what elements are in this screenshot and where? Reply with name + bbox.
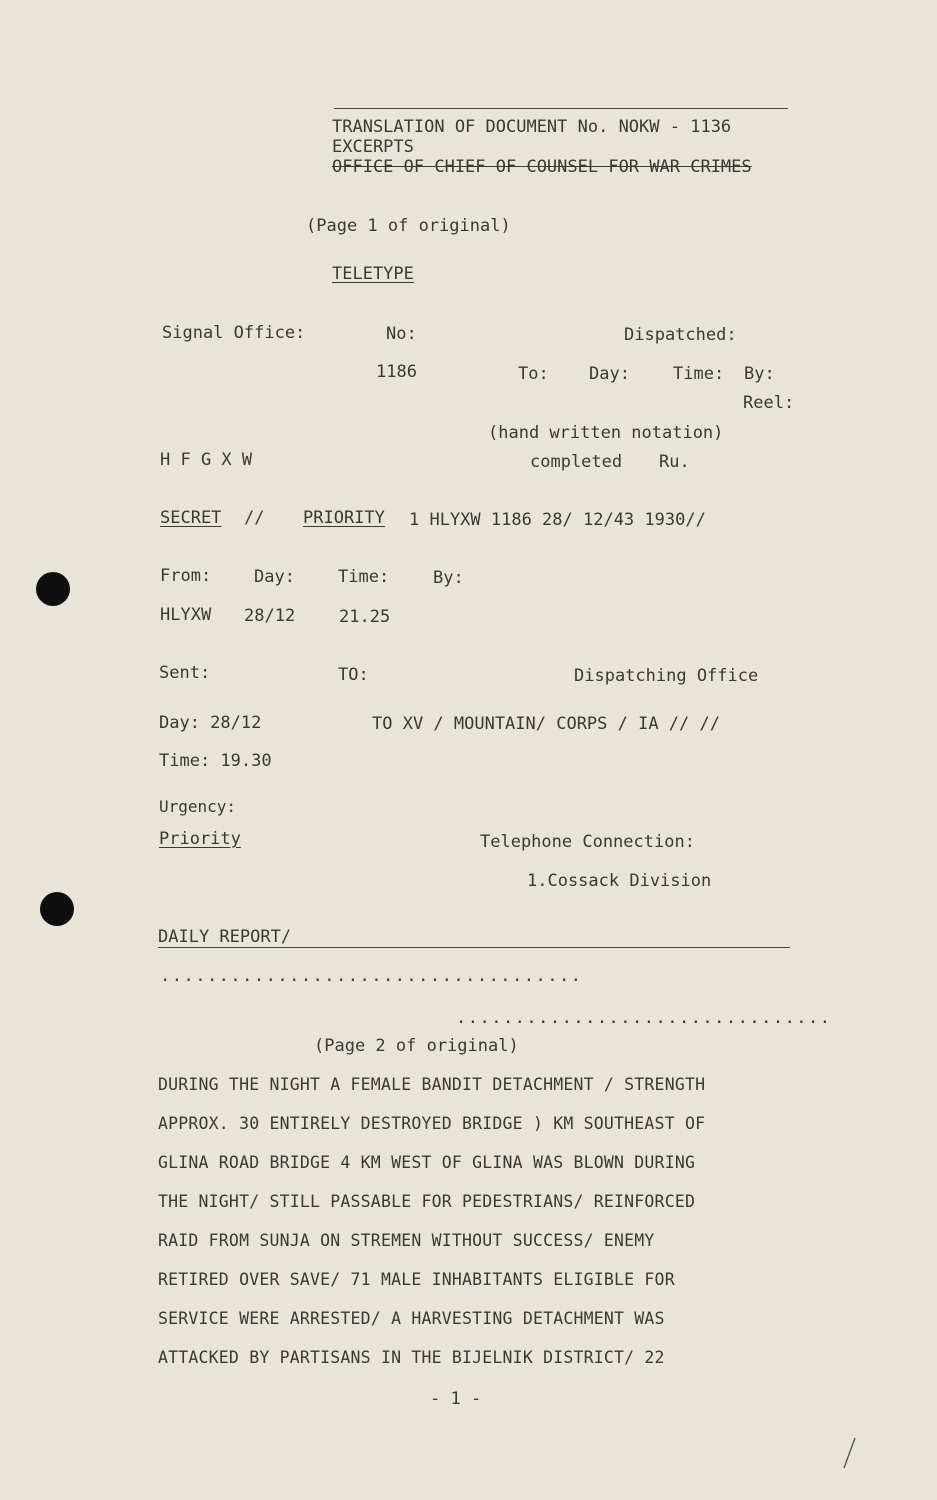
- signal-office-label: Signal Office:: [162, 323, 306, 343]
- telephone-label: Telephone Connection:: [480, 832, 695, 852]
- telephone-value: 1.Cossack Division: [527, 871, 712, 891]
- ellipsis-line-2: ................................: [456, 1008, 832, 1028]
- excerpts-label: EXCERPTS: [332, 137, 414, 157]
- body-line-1: DURING THE NIGHT A FEMALE BANDIT DETACHMENT / STRENGTH: [158, 1075, 706, 1094]
- signal-code: H F G X W: [160, 450, 253, 470]
- body-line-3: GLINA ROAD BRIDGE 4 KM WEST OF GLINA WAS BLOWN DURING: [158, 1153, 696, 1172]
- secret-label: SECRET: [160, 508, 222, 528]
- day-label: Day:: [589, 364, 630, 384]
- daily-report-heading: DAILY REPORT/: [158, 927, 292, 947]
- no-value: 1186: [376, 362, 417, 382]
- body-line-7: SERVICE WERE ARRESTED/ A HARVESTING DETACHMENT WAS: [158, 1309, 665, 1328]
- to-label: To:: [518, 364, 549, 384]
- body-line-8: ATTACKED BY PARTISANS IN THE BIJELNIK DISTRICT/ 22: [158, 1348, 665, 1367]
- body-line-6: RETIRED OVER SAVE/ 71 MALE INHABITANTS ELIGIBLE FOR: [158, 1270, 675, 1289]
- hand-note: (hand written notation): [488, 423, 724, 443]
- secret-separator: //: [244, 508, 265, 528]
- office-label: OFFICE OF CHIEF OF COUNSEL FOR WAR CRIMES: [332, 157, 752, 177]
- dispatching-office-label: Dispatching Office: [574, 666, 759, 686]
- urgency-value: Priority: [159, 829, 241, 849]
- secret-line-rest: 1 HLYXW 1186 28/ 12/43 1930//: [409, 510, 706, 530]
- page1-note: (Page 1 of original): [306, 216, 511, 236]
- from-label: From:: [160, 566, 212, 586]
- no-label: No:: [386, 324, 417, 344]
- page2-note: (Page 2 of original): [314, 1036, 519, 1056]
- priority-label: PRIORITY: [303, 508, 385, 528]
- punch-hole-top: [36, 572, 70, 606]
- reel-label: Reel:: [743, 393, 795, 413]
- pencil-mark-icon: [840, 1436, 860, 1470]
- time-label: Time:: [673, 364, 725, 384]
- document-title: TRANSLATION OF DOCUMENT No. NOKW - 1136: [332, 117, 732, 137]
- from-day-label: Day:: [254, 567, 295, 587]
- body-line-2: APPROX. 30 ENTIRELY DESTROYED BRIDGE ) KM SOUTHEAST OF: [158, 1114, 706, 1133]
- urgency-label: Urgency:: [159, 797, 237, 816]
- ellipsis-line-1: ....................................: [160, 966, 583, 986]
- completed-note: completed: [530, 452, 623, 472]
- body-line-5: RAID FROM SUNJA ON STREMEN WITHOUT SUCCESS/ ENEMY: [158, 1231, 655, 1250]
- dispatched-label: Dispatched:: [624, 325, 737, 345]
- sent-to-label: TO:: [338, 665, 369, 685]
- ru-note: Ru.: [659, 452, 690, 472]
- sent-label: Sent:: [159, 663, 211, 683]
- body-line-4: THE NIGHT/ STILL PASSABLE FOR PEDESTRIANS/ REINFORCED: [158, 1192, 696, 1211]
- header-top-rule: [334, 108, 788, 109]
- page-number: - 1 -: [430, 1389, 482, 1409]
- from-day-value: 28/12: [244, 606, 296, 626]
- from-time-label: Time:: [338, 567, 390, 587]
- sent-to-value: TO XV / MOUNTAIN/ CORPS / IA // //: [372, 714, 720, 734]
- sent-time: Time: 19.30: [159, 751, 272, 771]
- sent-day: Day: 28/12: [159, 713, 262, 733]
- from-time-value: 21.25: [339, 607, 391, 627]
- by-label: By:: [744, 364, 775, 384]
- from-by-label: By:: [433, 568, 464, 588]
- punch-hole-bottom: [40, 892, 74, 926]
- daily-report-rule: [158, 947, 790, 948]
- teletype-heading: TELETYPE: [332, 264, 414, 284]
- from-value: HLYXW: [160, 605, 212, 625]
